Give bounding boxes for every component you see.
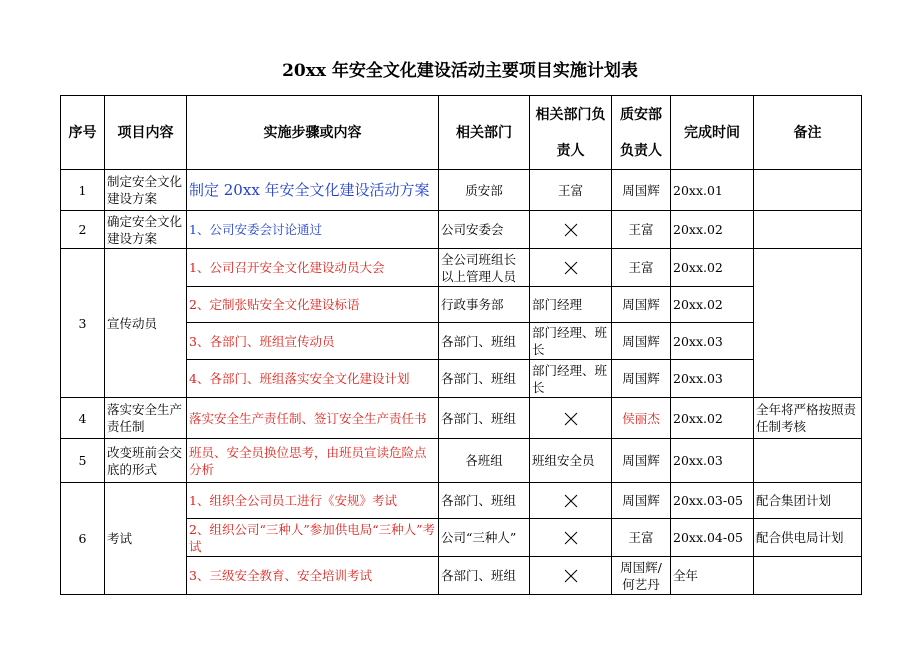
header-time: 完成时间 <box>671 96 754 170</box>
plan-table <box>60 95 862 595</box>
cell-time: 20xx.02 <box>671 287 754 323</box>
cell-steps: 3、三级安全教育、安全培训考试 <box>187 557 439 595</box>
header-qs-lead-line2: 负责人 <box>620 142 662 159</box>
cell-dept-lead <box>530 483 612 519</box>
cell-qs-lead: 侯丽杰 <box>612 398 671 439</box>
header-dept: 相关部门 <box>439 96 530 170</box>
cell-dept-lead <box>530 249 612 287</box>
cell-dept: 公司“三种人” <box>439 519 530 557</box>
table-row <box>61 170 862 211</box>
table-row <box>61 211 862 249</box>
cell-qs-lead: 周国辉 <box>612 287 671 323</box>
cell-dept-lead <box>530 557 612 595</box>
header-note: 备注 <box>754 96 862 170</box>
cell-dept-lead: 部门经理、班长 <box>530 360 612 398</box>
cell-steps: 3、各部门、班组宣传动员 <box>187 323 439 360</box>
cross-mark-icon <box>563 568 579 584</box>
cell-dept-lead <box>530 398 612 439</box>
cross-mark-icon <box>563 411 579 427</box>
cross-mark-icon <box>563 493 579 509</box>
header-steps: 实施步骤或内容 <box>187 96 439 170</box>
cell-steps: 1、公司安委会讨论通过 <box>187 211 439 249</box>
cell-time: 20xx.03 <box>671 360 754 398</box>
cell-no: 1 <box>61 170 105 211</box>
cell-time: 20xx.03-05 <box>671 483 754 519</box>
header-no: 序号 <box>61 96 105 170</box>
cross-mark-icon <box>563 530 579 546</box>
header-row <box>61 96 862 170</box>
cell-time: 20xx.02 <box>671 211 754 249</box>
cell-no: 5 <box>61 439 105 483</box>
cell-no: 3 <box>61 249 105 398</box>
cell-steps: 4、各部门、班组落实安全文化建设计划 <box>187 360 439 398</box>
cell-no: 2 <box>61 211 105 249</box>
cell-qs-lead: 周国辉 <box>612 483 671 519</box>
header-qs-lead <box>612 96 671 170</box>
cell-steps: 1、公司召开安全文化建设动员大会 <box>187 249 439 287</box>
cell-content: 改变班前会交底的形式 <box>105 439 187 483</box>
cross-mark-icon <box>563 222 579 238</box>
cell-dept: 各部门、班组 <box>439 398 530 439</box>
cell-note: 全年将严格按照责任制考核 <box>754 398 862 439</box>
header-content: 项目内容 <box>105 96 187 170</box>
cell-dept: 各部门、班组 <box>439 483 530 519</box>
cell-content: 落实安全生产责任制 <box>105 398 187 439</box>
cell-time: 20xx.01 <box>671 170 754 211</box>
cell-dept: 各部门、班组 <box>439 323 530 360</box>
header-dept-lead <box>530 96 612 170</box>
table-row <box>61 398 862 439</box>
cell-steps: 班员、安全员换位思考，由班员宣读危险点分析 <box>187 439 439 483</box>
cell-qs-lead: 周国辉 <box>612 170 671 211</box>
cell-no: 6 <box>61 483 105 595</box>
cell-no: 4 <box>61 398 105 439</box>
cell-time: 全年 <box>671 557 754 595</box>
table-row <box>61 249 862 287</box>
cell-dept-lead: 王富 <box>530 170 612 211</box>
cell-time: 20xx.03 <box>671 439 754 483</box>
cell-content: 确定安全文化建设方案 <box>105 211 187 249</box>
table-row <box>61 439 862 483</box>
cell-steps: 制定 20xx 年安全文化建设活动方案 <box>187 170 439 211</box>
cell-note <box>754 170 862 211</box>
header-qs-lead-line1: 质安部 <box>620 106 662 123</box>
cell-dept-lead: 部门经理 <box>530 287 612 323</box>
cell-qs-lead: 周国辉 <box>612 360 671 398</box>
cell-note: 配合供电局计划 <box>754 519 862 557</box>
cell-steps: 2、组织公司“三种人”参加供电局“三种人”考试 <box>187 519 439 557</box>
table-row <box>61 483 862 519</box>
cell-content: 考试 <box>105 483 187 595</box>
cell-note <box>754 557 862 595</box>
cell-note <box>754 249 862 398</box>
cell-time: 20xx.04-05 <box>671 519 754 557</box>
cell-dept-lead <box>530 211 612 249</box>
cross-mark-icon <box>563 260 579 276</box>
cell-dept-lead <box>530 519 612 557</box>
page-title: 20xx 年安全文化建设活动主要项目实施计划表 <box>282 61 638 81</box>
cell-dept: 全公司班组长以上管理人员 <box>439 249 530 287</box>
cell-note <box>754 439 862 483</box>
cell-dept: 各部门、班组 <box>439 360 530 398</box>
cell-note <box>754 211 862 249</box>
cell-steps: 2、定制张贴安全文化建设标语 <box>187 287 439 323</box>
cell-dept-lead: 班组安全员 <box>530 439 612 483</box>
cell-dept: 质安部 <box>439 170 530 211</box>
cell-qs-lead: 周国辉 <box>612 323 671 360</box>
cell-dept: 行政事务部 <box>439 287 530 323</box>
cell-qs-lead: 周国辉/何艺丹 <box>612 557 671 595</box>
cell-qs-lead: 王富 <box>612 249 671 287</box>
cell-content: 宣传动员 <box>105 249 187 398</box>
cell-dept: 公司安委会 <box>439 211 530 249</box>
cell-note: 配合集团计划 <box>754 483 862 519</box>
cell-dept: 各班组 <box>439 439 530 483</box>
cell-content: 制定安全文化建设方案 <box>105 170 187 211</box>
header-dept-lead-line2: 责人 <box>556 142 585 159</box>
cell-dept-lead: 部门经理、班长 <box>530 323 612 360</box>
cell-time: 20xx.02 <box>671 249 754 287</box>
cell-qs-lead: 王富 <box>612 519 671 557</box>
cell-qs-lead: 王富 <box>612 211 671 249</box>
cell-time: 20xx.02 <box>671 398 754 439</box>
cell-steps: 1、组织全公司员工进行《安规》考试 <box>187 483 439 519</box>
cell-dept: 各部门、班组 <box>439 557 530 595</box>
header-dept-lead-line1: 相关部门负 <box>535 106 606 123</box>
cell-qs-lead: 周国辉 <box>612 439 671 483</box>
cell-steps: 落实安全生产责任制、签订安全生产责任书 <box>187 398 439 439</box>
cell-time: 20xx.03 <box>671 323 754 360</box>
